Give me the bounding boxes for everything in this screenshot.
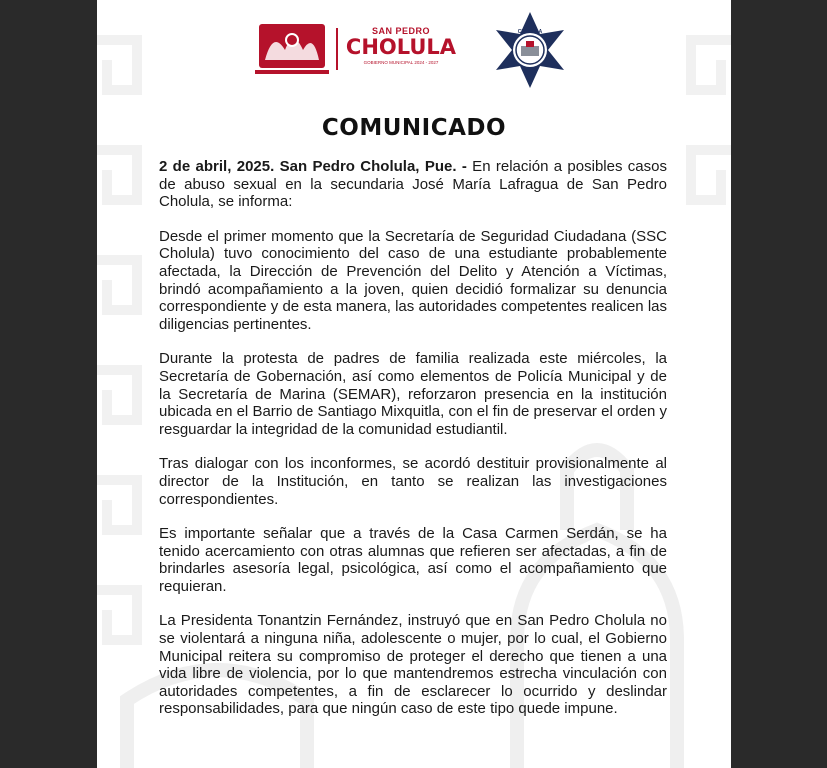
body-paragraph: Desde el primer momento que la Secretaría de Seguridad Ciudadana (SSC Cholula) tuvo conocimiento del caso de una estudiante probablemente afectada, la Dirección de Prevención del Delito y Atención a Víctimas, brindó acompañamiento a la joven, quien decidió formalizar su denuncia correspondiente y de esta manera, las autoridades competentes realicen las diligencias pertinentes. <box>159 227 667 333</box>
header-logos <box>97 0 731 100</box>
body-paragraph: Durante la protesta de padres de familia realizada este miércoles, la Secretaría de Gobernación, así como elementos de Policía Municipal y de la Secretaría de Marina (SEMAR), reforzaron presencia en la institución ubicada en el Barrio de Santiago Mixquitla, con el fin de preservar el orden y resguardar la integridad de la comunidad estudiantil. <box>159 350 667 438</box>
body-paragraph: La Presidenta Tonantzin Fernández, instruyó que en San Pedro Cholula no se violentará a ninguna niña, adolescente o mujer, por lo cual, el Gobierno Municipal reitera su compromiso de proteger el derecho que tienen a una vida libre de violencia, por lo que mantendremos estrecha vinculación con autoridades competentes, a fin de esclarecer lo ocurrido y deslindar responsabilidades, para que ningún caso de este tipo quede impune. <box>159 612 667 718</box>
body-paragraph: Es importante señalar que a través de la Casa Carmen Serdán, se ha tenido acercamiento con otras alumnas que refieren ser afectadas, a fin de brindarles asesoría legal, psicológica, así como el acompañamiento que requieran. <box>159 525 667 595</box>
brand-main-text: CHOLULA <box>345 35 457 59</box>
document-body <box>159 158 667 735</box>
lead-paragraph <box>159 158 667 211</box>
body-paragraph: Tras dialogar con los inconformes, se acordó destituir provisionalmente al director de la Institución, en tanto se realizan las investigaciones correspondientes. <box>159 455 667 508</box>
municipal-emblem-icon <box>253 20 331 80</box>
badge-label: CHOLULA <box>517 29 543 35</box>
municipal-wordmark <box>345 26 457 65</box>
police-badge-icon <box>490 10 570 90</box>
header-divider <box>336 28 338 70</box>
lead-text: En relación a posibles casos de abuso sexual en la secundaria José María Lafragua de San Pedro Cholula, se informa: <box>159 158 667 211</box>
dateline: 2 de abril, 2025. San Pedro Cholula, Pue. - <box>159 158 467 175</box>
brand-top-text: SAN PEDRO <box>371 26 430 36</box>
document-title: COMUNICADO <box>321 115 507 141</box>
document-page <box>97 0 731 768</box>
brand-sub-text: GOBIERNO MUNICIPAL 2024 - 2027 <box>363 60 439 65</box>
